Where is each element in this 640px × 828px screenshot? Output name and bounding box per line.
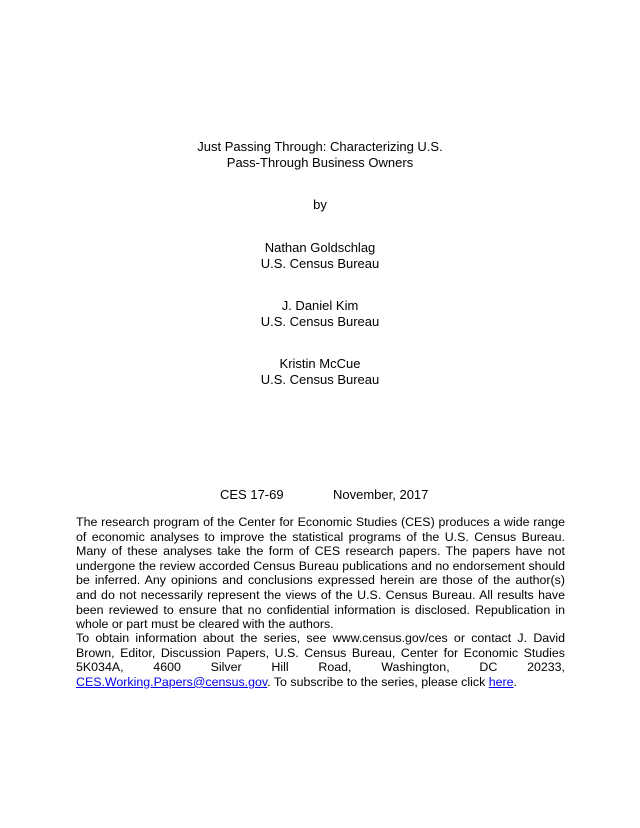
contact-paragraph [76, 631, 565, 689]
by-label: by [313, 197, 327, 212]
paper-title-line-1: Just Passing Through: Characterizing U.S. [197, 139, 443, 154]
paper-title-line-2: Pass-Through Business Owners [226, 155, 414, 170]
subscribe-link[interactable]: here [488, 674, 514, 689]
author-affiliation: U.S. Census Bureau [260, 256, 380, 271]
author-name: J. Daniel Kim [281, 298, 359, 313]
contact-text-end: . [513, 674, 517, 689]
author-block-3 [0, 356, 640, 388]
author-affiliation: U.S. Census Bureau [260, 372, 380, 387]
paper-number: CES 17-69 [220, 487, 284, 502]
author-name: Kristin McCue [279, 356, 361, 371]
author-block-2 [0, 298, 640, 330]
contact-text-middle: . To subscribe to the series, please click [267, 674, 489, 689]
author-name: Nathan Goldschlag [264, 240, 376, 255]
email-link[interactable]: CES.Working.Papers@census.gov [76, 674, 268, 689]
paper-date: November, 2017 [333, 487, 429, 502]
author-affiliation: U.S. Census Bureau [260, 314, 380, 329]
paper-title [0, 139, 640, 171]
disclaimer-paragraph: The research program of the Center for Economic Studies (CES) produces a wide range of economic analyses to improve the statistical programs of the U.S. Census Bureau. Many of these analyses take the form of CES research papers. The papers have not undergone the review accorded Census Bureau publications and no endorsement should be inferred. Any opinions and conclusions expressed herein are those of the author(s) and do not necessarily represent the views of the U.S. Census Bureau. All results have been reviewed to ensure that no confidential information is disclosed. Republication in whole or part must be cleared with the authors. [76, 515, 565, 632]
author-block-1 [0, 240, 640, 272]
contact-text-start: To obtain information about the series, see www.census.gov/ces or contact J. David Brown, Editor, Discussion Papers, U.S. Census Bureau, Center for Economic Studies 5K034A, 4600 Silver Hill Road, Washington, DC 20233, [76, 631, 565, 675]
